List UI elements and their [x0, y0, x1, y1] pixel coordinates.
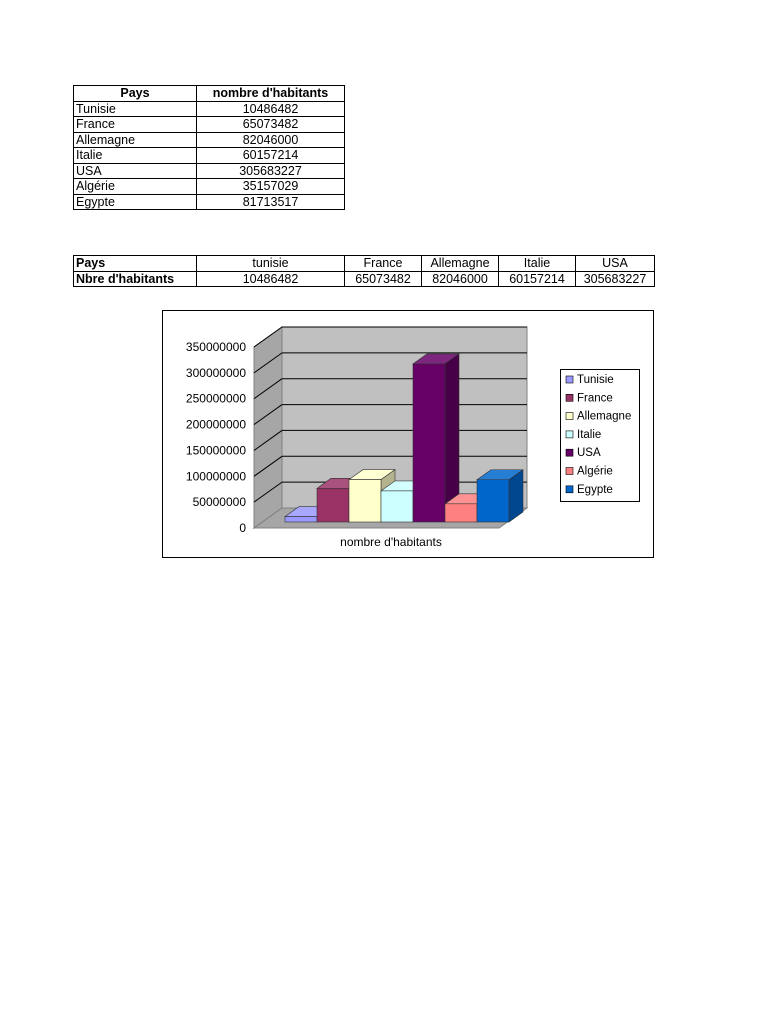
country-cell: France	[74, 117, 197, 133]
y-tick-label: 250000000	[185, 391, 246, 406]
country-cell: Italie	[74, 148, 197, 164]
legend-swatch	[566, 449, 573, 456]
table-row	[74, 148, 345, 164]
country-cell: Allemagne	[422, 256, 499, 272]
y-tick-label: 0	[239, 521, 246, 535]
population-cell: 82046000	[197, 132, 345, 148]
country-cell: Algérie	[74, 179, 197, 195]
legend-swatch	[566, 431, 573, 438]
table-row	[74, 194, 345, 210]
population-cell: 65073482	[345, 271, 422, 287]
legend-label: USA	[577, 447, 601, 460]
population-cell: 65073482	[197, 117, 345, 133]
population-cell: 60157214	[197, 148, 345, 164]
table-row	[74, 271, 655, 287]
header-pays: Pays	[74, 86, 197, 102]
population-cell: 81713517	[197, 194, 345, 210]
chart-side-wall	[254, 327, 282, 528]
bar	[381, 491, 413, 522]
population-cell: 305683227	[197, 163, 345, 179]
population-cell: 35157029	[197, 179, 345, 195]
country-cell: tunisie	[197, 256, 345, 272]
legend-swatch	[566, 376, 573, 383]
population-cell: 305683227	[576, 271, 655, 287]
population-cell: 10486482	[197, 101, 345, 117]
table-row	[74, 117, 345, 133]
bar	[477, 480, 509, 522]
table-row	[74, 179, 345, 195]
legend-label: Algérie	[577, 465, 613, 478]
population-table	[73, 85, 345, 210]
legend-swatch	[566, 394, 573, 401]
legend-label: Egypte	[577, 483, 613, 496]
table-row	[74, 132, 345, 148]
table-header-row	[74, 86, 345, 102]
legend-label: Italie	[577, 428, 602, 441]
country-cell: USA	[576, 256, 655, 272]
country-cell: Tunisie	[74, 101, 197, 117]
y-tick-label: 100000000	[185, 469, 246, 484]
row-label-pays: Pays	[74, 256, 197, 272]
population-cell: 82046000	[422, 271, 499, 287]
bar	[413, 364, 445, 522]
y-tick-label: 150000000	[185, 443, 246, 458]
table-row	[74, 163, 345, 179]
table-row	[74, 256, 655, 272]
legend-label: Tunisie	[577, 374, 614, 386]
y-tick-label: 200000000	[185, 417, 246, 432]
legend-swatch	[566, 486, 573, 493]
population-cell: 60157214	[499, 271, 576, 287]
row-label-habitants: Nbre d'habitants	[74, 271, 197, 287]
bar	[285, 517, 317, 522]
bar	[445, 504, 477, 522]
y-tick-label: 350000000	[185, 340, 246, 354]
legend-swatch	[566, 468, 573, 475]
x-axis-label: nombre d'habitants	[340, 535, 442, 549]
horizontal-population-table	[73, 255, 655, 287]
country-cell: France	[345, 256, 422, 272]
country-cell: Allemagne	[74, 132, 197, 148]
y-tick-label: 300000000	[185, 365, 246, 380]
table-row	[74, 101, 345, 117]
country-cell: USA	[74, 163, 197, 179]
bar	[317, 488, 349, 522]
legend-label: France	[577, 392, 613, 405]
y-tick-label: 50000000	[192, 495, 246, 510]
country-cell: Egypte	[74, 194, 197, 210]
population-cell: 10486482	[197, 271, 345, 287]
legend-label: Allemagne	[577, 410, 632, 423]
bar	[349, 480, 381, 522]
legend-swatch	[566, 413, 573, 420]
header-habitants: nombre d'habitants	[197, 86, 345, 102]
population-bar-chart	[162, 310, 654, 558]
country-cell: Italie	[499, 256, 576, 272]
